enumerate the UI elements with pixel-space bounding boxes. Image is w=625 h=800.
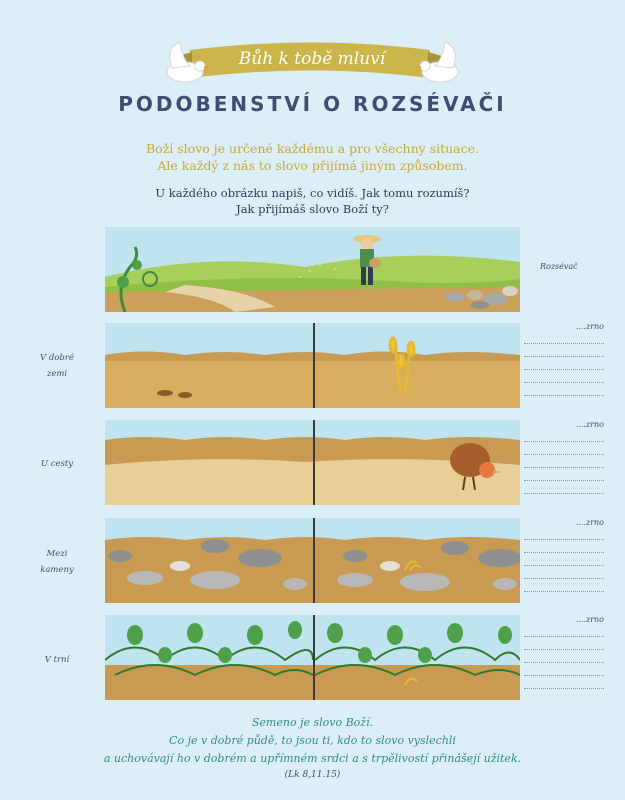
illustration-good-soil — [105, 323, 520, 408]
panel-divider — [313, 420, 315, 505]
panel-divider — [313, 323, 315, 408]
answer-line[interactable] — [524, 344, 604, 357]
answer-lines-rocks: ....zrno — [524, 518, 604, 592]
task-line-1: U každého obrázku napiš, co vidíš. Jak tomu rozumíš? — [155, 186, 470, 200]
quote-line-2: Co je v dobré půdě, to jsou ti, kdo to slovo vyslechli — [169, 734, 456, 747]
answer-line[interactable] — [524, 455, 604, 468]
intro-text — [0, 140, 625, 174]
answer-line[interactable] — [524, 468, 604, 481]
intro-line-1: Boží slovo je určené každému a pro všechny situace. — [146, 141, 479, 156]
quote-line-1: Semeno je slovo Boží. — [251, 716, 374, 729]
answer-lines-path: ....zrno — [524, 420, 604, 494]
answer-line[interactable] — [524, 663, 604, 676]
bible-reference: (Lk 8,11.15) — [284, 770, 341, 780]
page-title: PODOBENSTVÍ O ROZSÉVAČI — [118, 92, 507, 116]
banner-text: Bůh k tobě mluví — [238, 49, 386, 69]
answer-line[interactable] — [524, 429, 604, 442]
row-label-rocks: Mezi kameny — [40, 549, 74, 575]
intro-line-2: Ale každý z nás to slovo přijímá jiným způsobem. — [157, 158, 468, 173]
illustration-sower — [105, 227, 520, 312]
answer-line[interactable] — [524, 481, 604, 494]
answer-line[interactable] — [524, 624, 604, 637]
task-line-2: Jak přijímáš slovo Boží ty? — [236, 202, 389, 216]
answer-line[interactable] — [524, 357, 604, 370]
panel-divider — [313, 615, 315, 700]
answer-lines-thorns: ....zrno — [524, 615, 604, 689]
answer-line[interactable] — [524, 637, 604, 650]
illustration-path — [105, 420, 520, 505]
row-label-thorns: V trní — [44, 655, 70, 665]
side-label-sower: Rozsévač — [540, 262, 578, 271]
row-label-good-soil: V dobré zemi — [40, 353, 74, 379]
answer-line[interactable] — [524, 370, 604, 383]
answer-line[interactable] — [524, 527, 604, 540]
bible-quote — [0, 714, 625, 768]
illustration-thorns — [105, 615, 520, 700]
answer-line[interactable] — [524, 383, 604, 396]
answer-line[interactable] — [524, 331, 604, 344]
panel-divider — [313, 518, 315, 603]
answer-line[interactable] — [524, 579, 604, 592]
answer-line[interactable] — [524, 540, 604, 553]
answer-line[interactable] — [524, 553, 604, 566]
answer-line[interactable] — [524, 676, 604, 689]
illustration-rocks — [105, 518, 520, 603]
quote-line-3: a uchovávají ho v dobrém a upřímném srdci a s trpělivostí přinášejí užitek. — [103, 752, 522, 765]
answer-line[interactable] — [524, 650, 604, 663]
task-instructions — [0, 185, 625, 217]
row-label-path: U cesty — [40, 459, 74, 469]
answer-lines-good-soil: ....zrno — [524, 322, 604, 396]
answer-line[interactable] — [524, 442, 604, 455]
banner-ribbon — [0, 30, 625, 95]
answer-line[interactable] — [524, 566, 604, 579]
